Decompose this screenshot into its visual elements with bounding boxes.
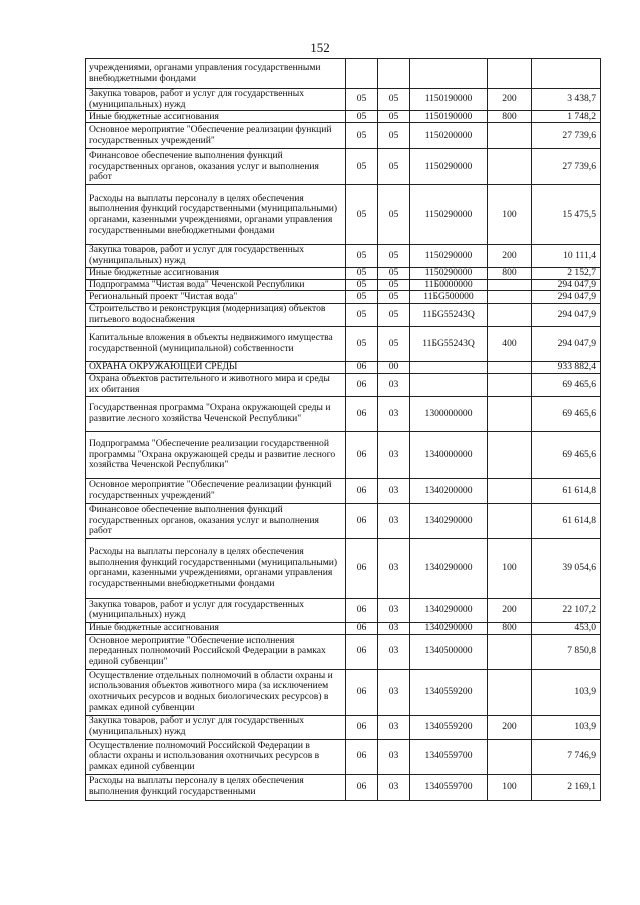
- table-row: [86, 291, 601, 304]
- row-subsection-code: 05: [378, 245, 410, 267]
- row-section-code: 05: [346, 326, 378, 361]
- row-section-code: 05: [346, 123, 378, 149]
- row-section-code: 06: [346, 598, 378, 622]
- row-amount: 10 111,4: [532, 245, 601, 267]
- table-row: [86, 111, 601, 123]
- row-subsection-code: 05: [378, 326, 410, 361]
- table-row: [86, 267, 601, 279]
- row-expense-type: 100: [488, 538, 532, 598]
- row-description: учреждениями, органами управления государственными внебюджетными фондами: [86, 59, 346, 89]
- row-expense-type: [488, 373, 532, 396]
- row-subsection-code: 05: [378, 304, 410, 326]
- table-row: [86, 478, 601, 503]
- row-target-article: 1340559200: [410, 715, 488, 739]
- row-target-article: 1150190000: [410, 111, 488, 123]
- table-row: [86, 396, 601, 431]
- row-expense-type: [488, 739, 532, 774]
- table-row: [86, 774, 601, 800]
- row-description: Закупка товаров, работ и услуг для государственных (муниципальных) нужд: [86, 598, 346, 622]
- row-section-code: 06: [346, 715, 378, 739]
- budget-table-body: [86, 59, 601, 801]
- row-amount: 39 054,6: [532, 538, 601, 598]
- row-target-article: 1150290000: [410, 185, 488, 245]
- row-expense-type: 200: [488, 598, 532, 622]
- row-section-code: 05: [346, 245, 378, 267]
- row-expense-type: [488, 634, 532, 669]
- row-expense-type: [488, 123, 532, 149]
- row-target-article: 1340290000: [410, 538, 488, 598]
- row-description: Осуществление отдельных полномочий в области охраны и использования объектов животного мира (за исключением охотничьих ресурсов и водных биологических ресурсов) в рамках единой субвенции: [86, 669, 346, 715]
- row-amount: 294 047,9: [532, 291, 601, 304]
- table-row: [86, 622, 601, 634]
- row-description: Расходы на выплаты персоналу в целях обеспечения выполнения функций государственными: [86, 774, 346, 800]
- row-section-code: 06: [346, 373, 378, 396]
- table-row: [86, 373, 601, 396]
- row-section-code: 06: [346, 634, 378, 669]
- row-amount: 294 047,9: [532, 279, 601, 291]
- table-row: [86, 304, 601, 326]
- table-row: [86, 149, 601, 185]
- row-subsection-code: 03: [378, 669, 410, 715]
- row-section-code: 06: [346, 669, 378, 715]
- row-expense-type: 800: [488, 622, 532, 634]
- row-target-article: 1340500000: [410, 634, 488, 669]
- row-subsection-code: 03: [378, 774, 410, 800]
- row-target-article: 1340290000: [410, 622, 488, 634]
- row-description: Финансовое обеспечение выполнения функций государственных органов, оказания услуг и выполнения работ: [86, 149, 346, 185]
- row-expense-type: 200: [488, 89, 532, 111]
- row-expense-type: [488, 304, 532, 326]
- row-amount: 61 614,8: [532, 478, 601, 503]
- row-section-code: 06: [346, 774, 378, 800]
- row-target-article: 1150190000: [410, 89, 488, 111]
- row-description: Иные бюджетные ассигнования: [86, 111, 346, 123]
- row-amount: 2 152,7: [532, 267, 601, 279]
- row-subsection-code: 05: [378, 279, 410, 291]
- table-row: [86, 669, 601, 715]
- row-target-article: 1340200000: [410, 478, 488, 503]
- row-target-article: 1340290000: [410, 503, 488, 538]
- row-expense-type: [488, 431, 532, 478]
- row-subsection-code: 00: [378, 361, 410, 373]
- row-description: Основное мероприятие "Обеспечение исполнения переданных полномочий Российской Федерации в рамках единой субвенции": [86, 634, 346, 669]
- row-description: Иные бюджетные ассигнования: [86, 267, 346, 279]
- row-target-article: 1150290000: [410, 245, 488, 267]
- table-row: [86, 739, 601, 774]
- row-section-code: 05: [346, 267, 378, 279]
- row-amount: 294 047,9: [532, 304, 601, 326]
- row-section-code: 05: [346, 111, 378, 123]
- row-section-code: 06: [346, 478, 378, 503]
- row-expense-type: [488, 361, 532, 373]
- row-expense-type: 800: [488, 267, 532, 279]
- row-description: Подпрограмма "Обеспечение реализации государственной программы "Охрана окружающей среды и развитие лесного хозяйства Чеченской Республики": [86, 431, 346, 478]
- row-expense-type: [488, 503, 532, 538]
- row-amount: 69 465,6: [532, 396, 601, 431]
- row-target-article: [410, 373, 488, 396]
- table-row: [86, 185, 601, 245]
- row-subsection-code: 03: [378, 373, 410, 396]
- table-row: [86, 361, 601, 373]
- row-amount: 27 739,6: [532, 123, 601, 149]
- table-row: [86, 503, 601, 538]
- row-expense-type: [488, 396, 532, 431]
- row-expense-type: [488, 279, 532, 291]
- row-expense-type: [488, 149, 532, 185]
- row-subsection-code: 03: [378, 503, 410, 538]
- row-expense-type: [488, 669, 532, 715]
- row-section-code: 05: [346, 89, 378, 111]
- row-target-article: 11БG55243Q: [410, 326, 488, 361]
- row-section-code: 06: [346, 503, 378, 538]
- row-description: Строительство и реконструкция (модернизация) объектов питьевого водоснабжения: [86, 304, 346, 326]
- row-section-code: 05: [346, 149, 378, 185]
- row-expense-type: [488, 59, 532, 89]
- row-target-article: 1150200000: [410, 123, 488, 149]
- table-row: [86, 634, 601, 669]
- row-section-code: 05: [346, 279, 378, 291]
- row-section-code: 05: [346, 304, 378, 326]
- row-target-article: 11Б0000000: [410, 279, 488, 291]
- row-amount: 61 614,8: [532, 503, 601, 538]
- row-subsection-code: 05: [378, 185, 410, 245]
- row-description: Основное мероприятие "Обеспечение реализации функций государственных учреждений": [86, 478, 346, 503]
- row-target-article: 11БG55243Q: [410, 304, 488, 326]
- row-description: Основное мероприятие "Обеспечение реализации функций государственных учреждений": [86, 123, 346, 149]
- row-subsection-code: 03: [378, 634, 410, 669]
- row-description: Финансовое обеспечение выполнения функций государственных органов, оказания услуг и выполнения работ: [86, 503, 346, 538]
- row-description: Расходы на выплаты персоналу в целях обеспечения выполнения функций государственными (муниципальными) органами, казенными учреждениями, органами управления государственными внебюджетными фондами: [86, 185, 346, 245]
- row-section-code: 05: [346, 291, 378, 304]
- row-amount: 7 746,9: [532, 739, 601, 774]
- table-row: [86, 245, 601, 267]
- row-description: Осуществление полномочий Российской Федерации в области охраны и использования охотничьих ресурсов в рамках единой субвенции: [86, 739, 346, 774]
- row-target-article: [410, 361, 488, 373]
- row-subsection-code: 03: [378, 478, 410, 503]
- row-description: Иные бюджетные ассигнования: [86, 622, 346, 634]
- row-expense-type: 800: [488, 111, 532, 123]
- row-subsection-code: 05: [378, 111, 410, 123]
- row-section-code: [346, 59, 378, 89]
- row-target-article: 11БG500000: [410, 291, 488, 304]
- row-description: Закупка товаров, работ и услуг для государственных (муниципальных) нужд: [86, 245, 346, 267]
- row-amount: 294 047,9: [532, 326, 601, 361]
- row-target-article: 1340559700: [410, 739, 488, 774]
- row-target-article: 1300000000: [410, 396, 488, 431]
- table-row: [86, 326, 601, 361]
- row-target-article: 1340559700: [410, 774, 488, 800]
- row-description: Государственная программа "Охрана окружающей среды и развитие лесного хозяйства Чеченской Республики": [86, 396, 346, 431]
- row-amount: 453,0: [532, 622, 601, 634]
- row-description: Расходы на выплаты персоналу в целях обеспечения выполнения функций государственными (муниципальными) органами, казенными учреждениями, органами управления государственными внебюджетными фондами: [86, 538, 346, 598]
- row-amount: 933 882,4: [532, 361, 601, 373]
- row-target-article: 1340290000: [410, 598, 488, 622]
- row-expense-type: 200: [488, 715, 532, 739]
- row-description: Охрана объектов растительного и животного мира и среды их обитания: [86, 373, 346, 396]
- row-description: Закупка товаров, работ и услуг для государственных (муниципальных) нужд: [86, 89, 346, 111]
- row-amount: [532, 59, 601, 89]
- table-row: [86, 538, 601, 598]
- row-section-code: 06: [346, 396, 378, 431]
- row-subsection-code: 03: [378, 715, 410, 739]
- row-subsection-code: 05: [378, 89, 410, 111]
- row-subsection-code: 05: [378, 149, 410, 185]
- row-subsection-code: [378, 59, 410, 89]
- row-amount: 69 465,6: [532, 373, 601, 396]
- row-amount: 103,9: [532, 715, 601, 739]
- row-section-code: 06: [346, 361, 378, 373]
- row-subsection-code: 03: [378, 598, 410, 622]
- row-section-code: 06: [346, 622, 378, 634]
- table-row: [86, 89, 601, 111]
- row-subsection-code: 05: [378, 123, 410, 149]
- row-target-article: 1340000000: [410, 431, 488, 478]
- row-expense-type: 100: [488, 185, 532, 245]
- table-row: [86, 123, 601, 149]
- row-expense-type: 100: [488, 774, 532, 800]
- row-subsection-code: 05: [378, 267, 410, 279]
- row-amount: 103,9: [532, 669, 601, 715]
- row-description: Подпрограмма "Чистая вода" Чеченской Республики: [86, 279, 346, 291]
- row-expense-type: [488, 291, 532, 304]
- row-subsection-code: 03: [378, 538, 410, 598]
- row-target-article: 1340559200: [410, 669, 488, 715]
- row-amount: 22 107,2: [532, 598, 601, 622]
- table-row: [86, 279, 601, 291]
- table-row: [86, 598, 601, 622]
- row-amount: 3 438,7: [532, 89, 601, 111]
- row-description: ОХРАНА ОКРУЖАЮЩЕЙ СРЕДЫ: [86, 361, 346, 373]
- table-row: [86, 715, 601, 739]
- budget-table: [85, 58, 601, 801]
- row-amount: 7 850,8: [532, 634, 601, 669]
- row-section-code: 06: [346, 739, 378, 774]
- row-expense-type: 200: [488, 245, 532, 267]
- row-expense-type: 400: [488, 326, 532, 361]
- row-amount: 2 169,1: [532, 774, 601, 800]
- row-target-article: [410, 59, 488, 89]
- row-subsection-code: 03: [378, 622, 410, 634]
- table-row: [86, 59, 601, 89]
- row-description: Региональный проект "Чистая вода": [86, 291, 346, 304]
- row-description: Капитальные вложения в объекты недвижимого имущества государственной (муниципальной) собственности: [86, 326, 346, 361]
- page-number: 152: [310, 40, 330, 55]
- row-subsection-code: 03: [378, 396, 410, 431]
- row-subsection-code: 03: [378, 739, 410, 774]
- row-target-article: 1150290000: [410, 149, 488, 185]
- row-amount: 15 475,5: [532, 185, 601, 245]
- row-amount: 1 748,2: [532, 111, 601, 123]
- row-subsection-code: 03: [378, 431, 410, 478]
- row-expense-type: [488, 478, 532, 503]
- row-amount: 27 739,6: [532, 149, 601, 185]
- row-section-code: 05: [346, 185, 378, 245]
- row-amount: 69 465,6: [532, 431, 601, 478]
- row-description: Закупка товаров, работ и услуг для государственных (муниципальных) нужд: [86, 715, 346, 739]
- row-section-code: 06: [346, 431, 378, 478]
- row-target-article: 1150290000: [410, 267, 488, 279]
- row-subsection-code: 05: [378, 291, 410, 304]
- table-row: [86, 431, 601, 478]
- row-section-code: 06: [346, 538, 378, 598]
